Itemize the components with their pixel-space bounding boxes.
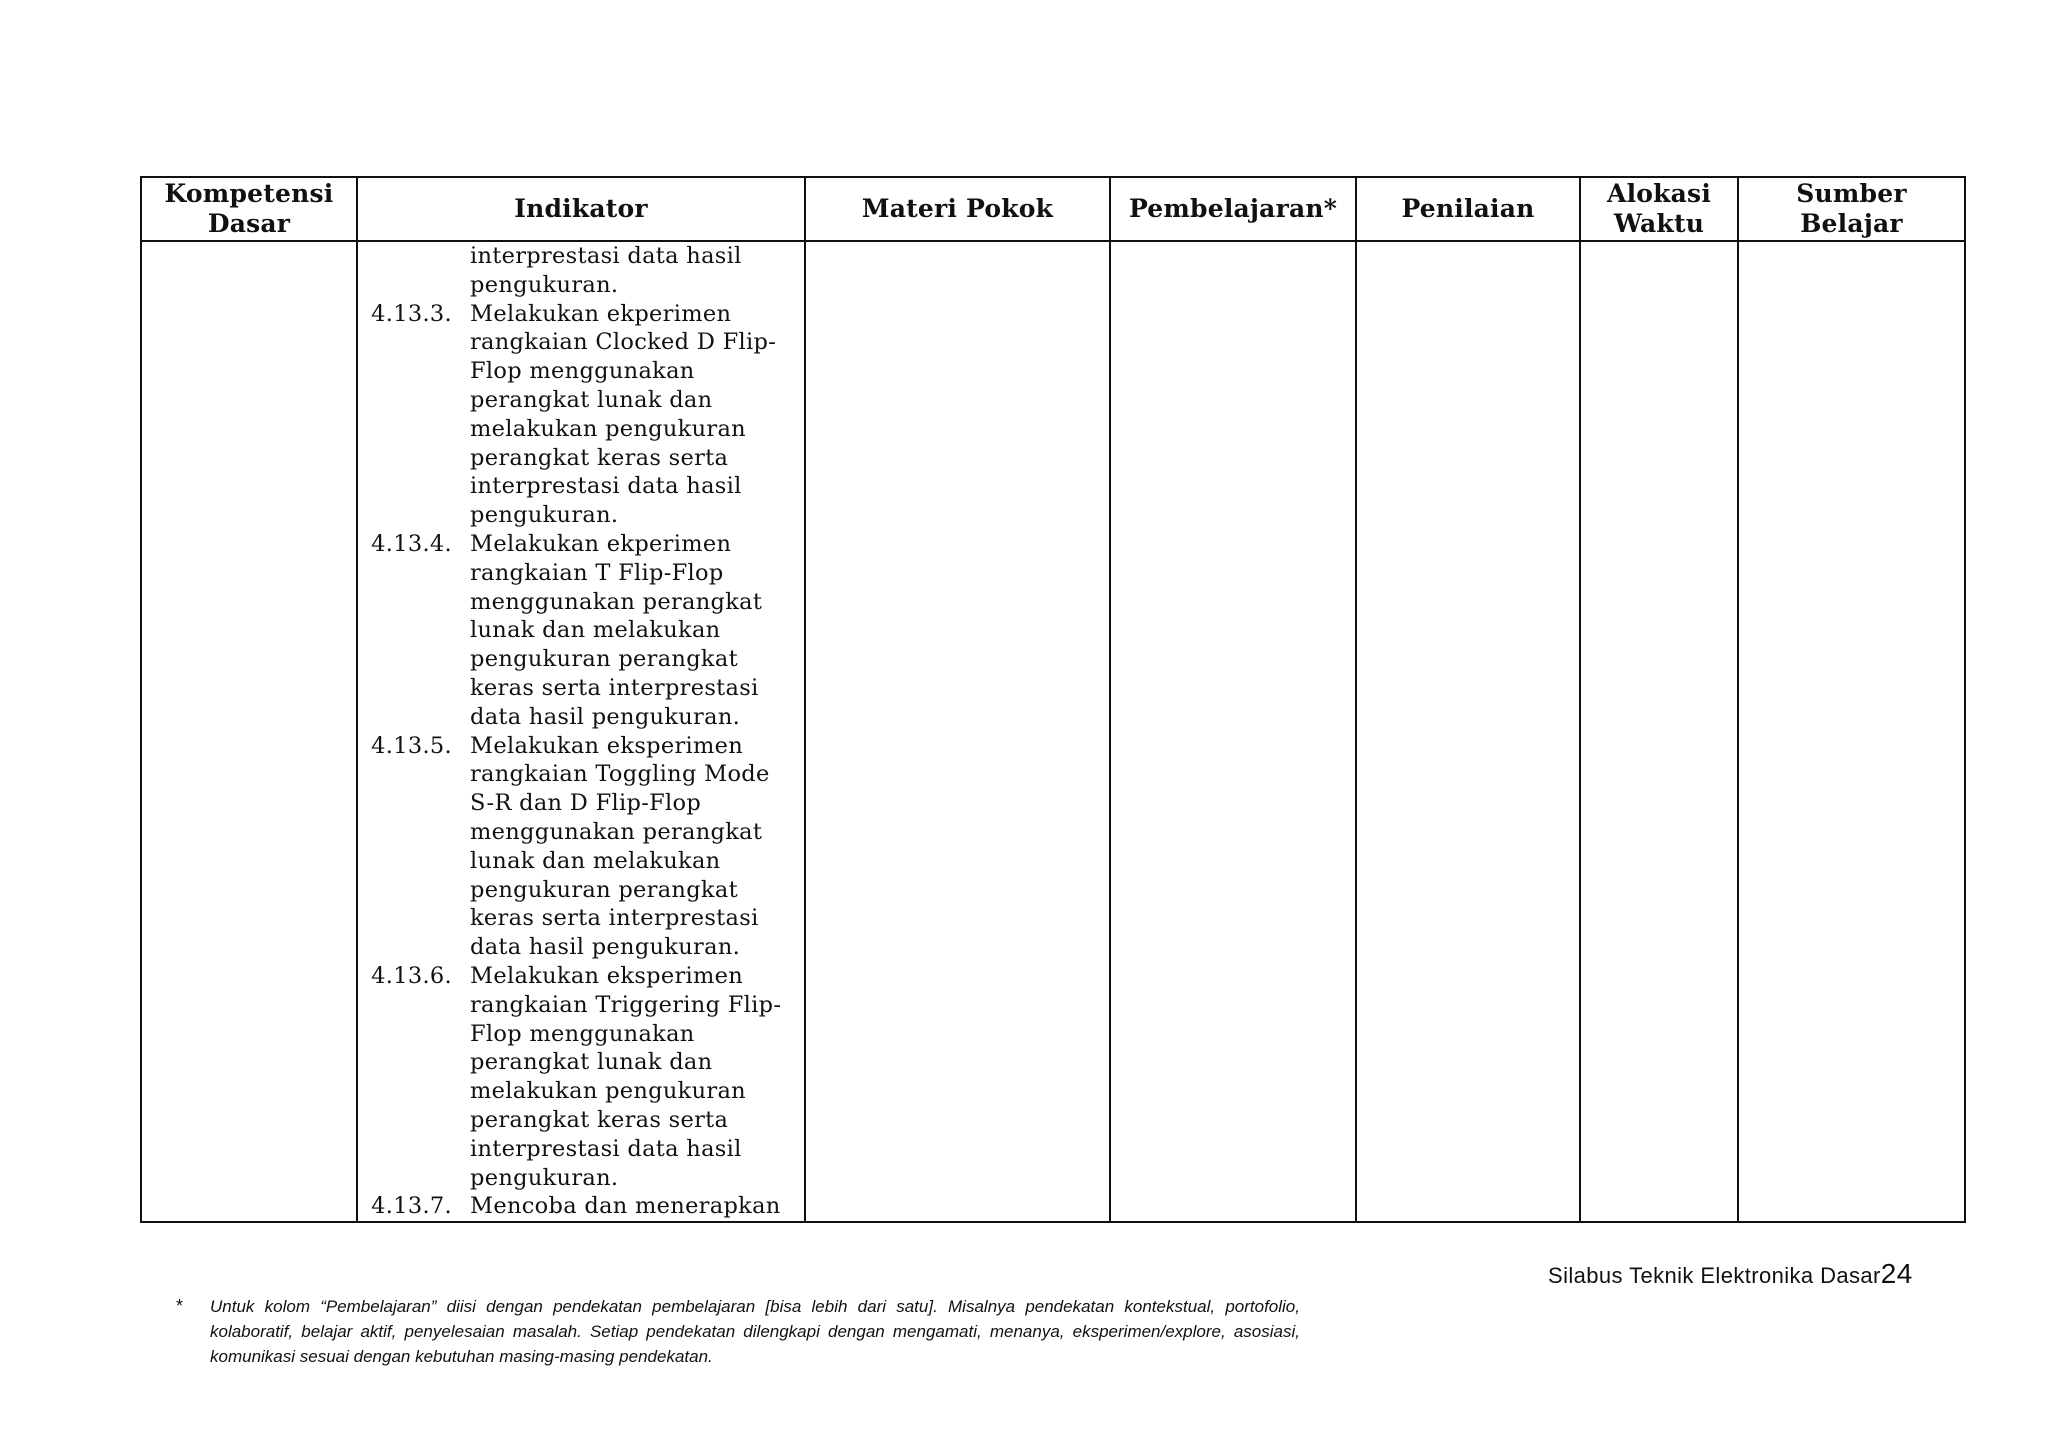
cell-indikator [357,241,805,1222]
indicator-text: Melakukan ekperimen rangkaian Clocked D Flip- Flop menggunakan perangkat lunak dan melakukan pengukuran perangkat keras serta interprestasi data hasil pengukuran. [470,300,777,529]
indicator-text: Melakukan ekperimen rangkaian T Flip-Flop menggunakan perangkat lunak dan melakukan pengukuran perangkat keras serta interprestasi data hasil pengukuran. [470,530,763,730]
indicator-number: 4.13.5. [371,732,452,759]
indicator-text: Melakukan eksperimen rangkaian Triggering Flip- Flop menggunakan perangkat lunak dan melakukan pengukuran perangkat keras serta interprestasi data hasil pengukuran. [470,962,782,1191]
indicator-number: 4.13.3. [371,300,452,327]
footnote-text: Untuk kolom “Pembelajaran” diisi dengan pendekatan pembelajaran [bisa lebih dari satu]. Misalnya pendekatan kontekstual, portofolio, kolaboratif, belajar aktif, penyelesaian masalah. Setiap pendekatan dilengkapi dengan mengamati, menanya, eksperimen/explore, asosiasi, komunikasi sesuai dengan kebutuhan masing-masing pendekatan. [210,1297,1300,1366]
header-sumber-belajar: Sumber Belajar [1738,177,1965,241]
header-alokasi-waktu: Alokasi Waktu [1580,177,1738,241]
page-number: 24 [1880,1258,1913,1289]
header-penilaian: Penilaian [1356,177,1580,241]
indicator-item [358,300,804,530]
footnote-mark: * [176,1296,184,1316]
table-row [141,241,1965,1222]
table-header-row [141,177,1965,241]
header-indikator: Indikator [357,177,805,241]
cell-pembelajaran [1110,241,1356,1222]
indicator-item [358,242,804,300]
indicator-text: Melakukan eksperimen rangkaian Toggling Mode S-R dan D Flip-Flop menggunakan perangkat lunak dan melakukan pengukuran perangkat keras serta interprestasi data hasil pengukuran. [470,732,770,961]
indicator-number: 4.13.7. [371,1193,452,1220]
header-kompetensi-dasar: Kompetensi Dasar [141,177,357,241]
indicator-item [358,962,804,1192]
footnote [176,1294,1300,1369]
syllabus-table [140,176,1966,1223]
indicator-number: 4.13.4. [371,530,452,557]
cell-materi-pokok [805,241,1110,1222]
indicator-text: interprestasi data hasil pengukuran. [470,243,742,298]
indicator-number: 4.13.6. [371,962,452,989]
indicator-text: Mencoba dan menerapkan [470,1193,781,1220]
document-title: Silabus Teknik Elektronika Dasar [1548,1263,1881,1288]
page-footer-label [1548,1258,1948,1290]
indicator-number [358,242,470,300]
header-pembelajaran: Pembelajaran* [1110,177,1356,241]
indicator-item [358,530,804,732]
cell-sumber-belajar [1738,241,1965,1222]
indicator-item [358,732,804,962]
cell-alokasi-waktu [1580,241,1738,1222]
cell-kompetensi-dasar [141,241,357,1222]
cell-penilaian [1356,241,1580,1222]
header-materi-pokok: Materi Pokok [805,177,1110,241]
indicator-item [358,1192,804,1221]
